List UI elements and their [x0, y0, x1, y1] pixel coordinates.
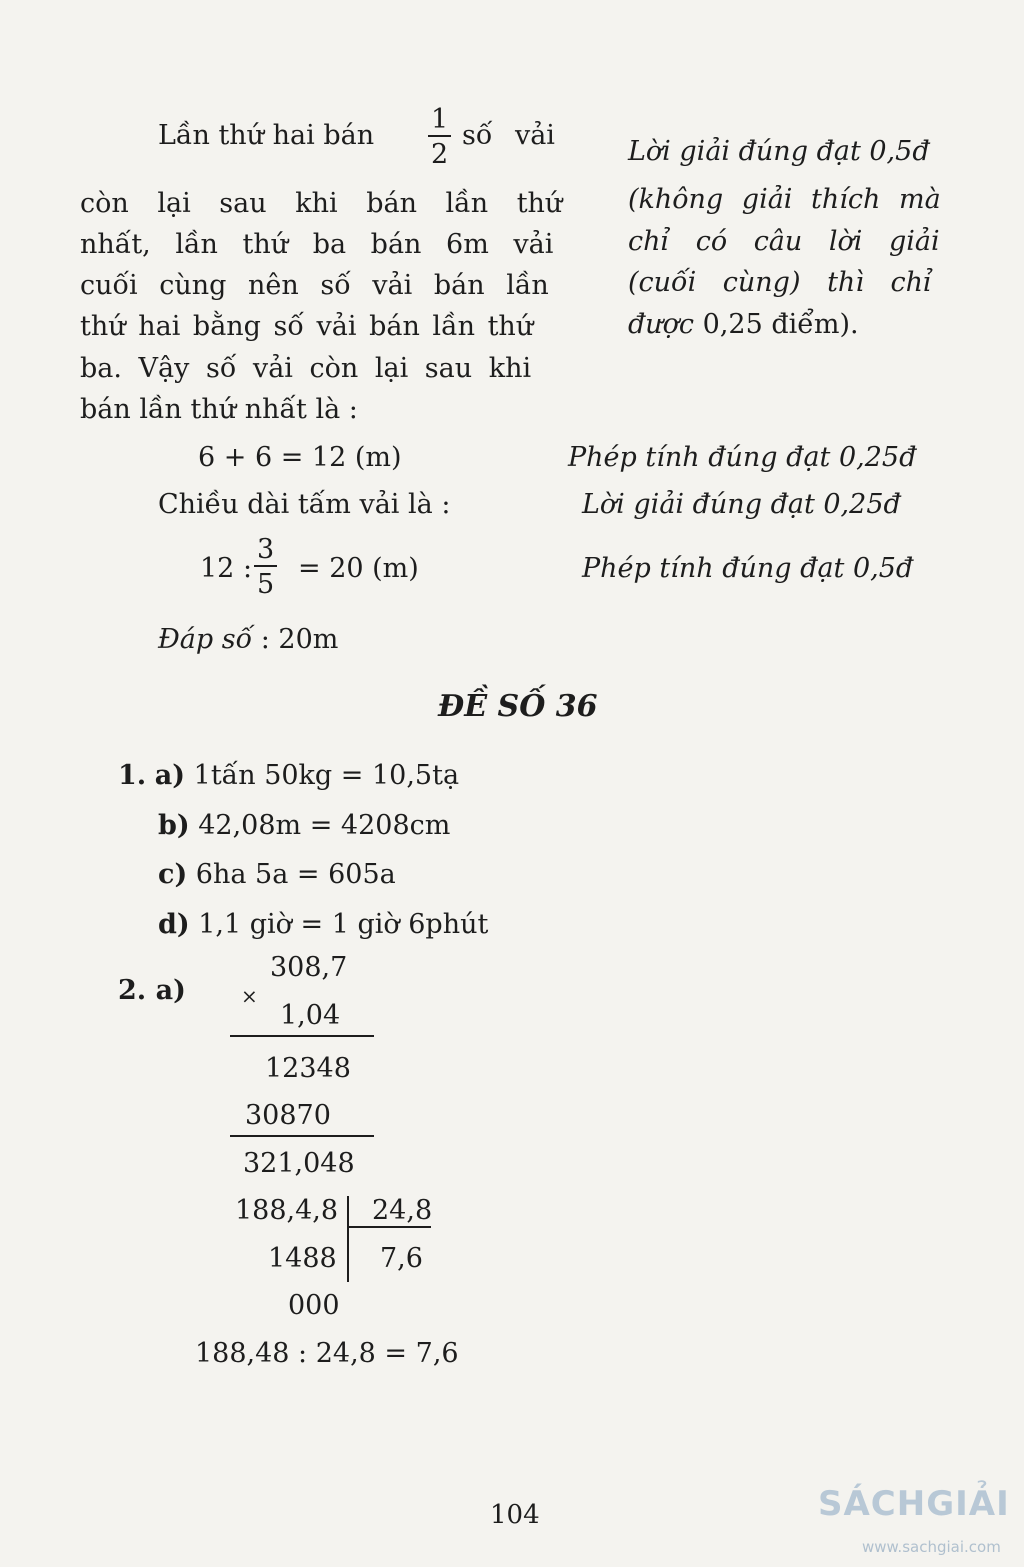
q1-d [158, 911, 488, 938]
final-answer [158, 626, 338, 653]
note-line-5-rest: 0,25 điểm). [694, 309, 859, 340]
q1-d-label: d) [158, 909, 190, 940]
q1-c-text: 6ha 5a = 605a [187, 859, 396, 890]
dividend: 188,4,8 [235, 1195, 339, 1226]
para-line-6: ba. Vậy số vải còn lại sau khi [80, 353, 532, 384]
para-line-1a: Lần thứ hai bán [158, 120, 375, 151]
division-result: 188,48 : 24,8 = 7,6 [195, 1338, 459, 1369]
fraction-denominator: 5 [257, 569, 275, 600]
multiplication-rule-1 [230, 1035, 374, 1037]
note-line-5 [628, 311, 859, 338]
equation-2-left: 12 : [200, 553, 253, 584]
equation-2-right: = 20 (m) [298, 553, 419, 584]
q1-d-text: 1,1 giờ = 1 giờ 6phút [189, 909, 489, 940]
note-line-5-italic: được [628, 309, 695, 340]
section-title: ĐỀ SỐ 36 [438, 689, 598, 724]
answer-label: Đáp số [158, 624, 253, 655]
q1-a-text: 1tấn 50kg = 10,5tạ [185, 760, 460, 791]
product: 321,048 [243, 1148, 355, 1179]
answer-value: : 20m [252, 624, 339, 655]
q1-c [158, 861, 396, 888]
q1-a-label: a) [154, 760, 186, 791]
q2-label: 2. a) [118, 975, 186, 1006]
note-line-2: (không giải thích mà [628, 184, 941, 215]
quotient: 7,6 [380, 1243, 423, 1274]
para-line-3: nhất, lần thứ ba bán 6m vải [80, 229, 554, 260]
para-line-1b: số vải [462, 120, 555, 151]
length-label: Chiều dài tấm vải là : [158, 489, 451, 520]
fraction-numerator: 1 [431, 104, 449, 135]
multiplier: 1,04 [280, 1000, 341, 1031]
para-line-4: cuối cùng nên số vải bán lần [80, 270, 549, 301]
para-line-2 [80, 188, 563, 219]
fraction-numerator: 3 [257, 534, 275, 565]
remainder-2: 000 [288, 1290, 340, 1321]
multiplication-rule-2 [230, 1135, 374, 1137]
grading-note-1: Phép tính đúng đạt 0,25đ [568, 442, 917, 473]
note-line-1: Lời giải đúng đạt 0,5đ [628, 136, 930, 167]
equation-1: 6 + 6 = 12 (m) [198, 442, 402, 473]
fraction-three-fifths [254, 536, 277, 598]
note-line-3: chỉ có câu lời giải [628, 226, 940, 257]
q1-b-label: b) [158, 810, 190, 841]
note-line-4: (cuối cùng) thì chỉ [628, 267, 932, 298]
divisor: 24,8 [372, 1195, 433, 1226]
grading-note-2: Lời giải đúng đạt 0,25đ [582, 489, 901, 520]
remainder-1: 1488 [268, 1243, 337, 1274]
para-line-5: thứ hai bằng số vải bán lần thứ [80, 311, 534, 342]
division-horizontal-rule [347, 1226, 431, 1228]
q1-a [118, 762, 459, 789]
q1-number: 1. [118, 760, 147, 791]
para-line-2-text: còn lại sau khi bán lần thứ [80, 188, 563, 219]
watermark-url: www.sachgiai.com [862, 1538, 1001, 1556]
q1-b [158, 812, 450, 839]
fraction-one-half [428, 106, 451, 168]
watermark-logo: SÁCHGIẢI [818, 1484, 1010, 1524]
partial-product-1: 12348 [265, 1053, 351, 1084]
multiplicand: 308,7 [270, 952, 348, 983]
q1-b-text: 42,08m = 4208cm [189, 810, 451, 841]
times-sign: × [241, 984, 258, 1008]
page-number: 104 [490, 1500, 540, 1530]
partial-product-2: 30870 [245, 1100, 331, 1131]
q1-c-label: c) [158, 859, 188, 890]
division-vertical-rule [347, 1196, 349, 1282]
grading-note-3: Phép tính đúng đạt 0,5đ [582, 553, 914, 584]
fraction-denominator: 2 [431, 139, 449, 170]
para-line-7: bán lần thứ nhất là : [80, 394, 358, 425]
